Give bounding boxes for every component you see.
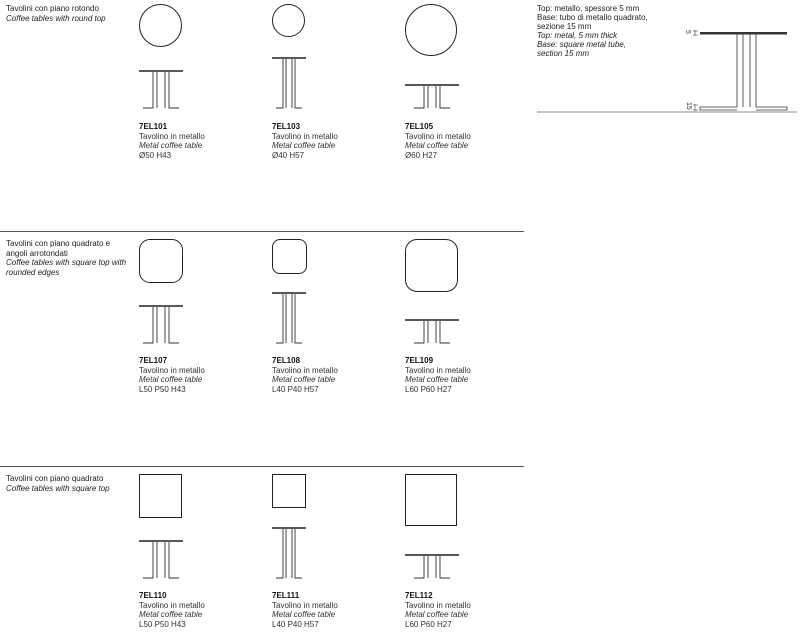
plan-view-square-top bbox=[405, 474, 457, 526]
product-name-en: Metal coffee table bbox=[139, 141, 203, 150]
product-name-en: Metal coffee table bbox=[272, 375, 336, 384]
elevation-view bbox=[272, 527, 306, 580]
elevation-view bbox=[272, 57, 306, 110]
elevation-view bbox=[405, 84, 459, 110]
section-title-it: Tavolini con piano quadrato bbox=[6, 474, 104, 483]
product-dims: Ø40 H57 bbox=[272, 150, 305, 160]
section-title-it: Tavolini con piano rotondo bbox=[6, 4, 99, 13]
product-dims: L60 P60 H27 bbox=[405, 384, 452, 394]
elevation-view bbox=[272, 292, 306, 345]
product-caption bbox=[139, 122, 205, 160]
plan-view-round-top bbox=[139, 4, 182, 47]
product-caption bbox=[272, 122, 338, 160]
product-caption bbox=[272, 356, 338, 394]
spec-base-en-2: section 15 mm bbox=[537, 49, 590, 58]
product-name-it: Tavolino in metallo bbox=[139, 365, 205, 375]
elevation-view bbox=[405, 554, 459, 580]
product-name-it: Tavolino in metallo bbox=[139, 131, 205, 141]
section-divider bbox=[0, 231, 524, 232]
product-name-it: Tavolino in metallo bbox=[272, 131, 338, 141]
product-caption bbox=[405, 356, 471, 394]
product-caption bbox=[139, 356, 205, 394]
product-dims: L60 P60 H27 bbox=[405, 619, 452, 629]
product-code: 7EL112 bbox=[405, 591, 433, 600]
plan-view-rounded-square-top bbox=[272, 239, 307, 274]
product-code: 7EL109 bbox=[405, 356, 434, 365]
product-code: 7EL107 bbox=[139, 356, 168, 365]
product-dims: L40 P40 H57 bbox=[272, 384, 319, 394]
plan-view-round-top bbox=[405, 4, 457, 56]
product-dims: L40 P40 H57 bbox=[272, 619, 319, 629]
dim-base-section: 15 bbox=[685, 102, 692, 110]
plan-view-square-top bbox=[139, 474, 182, 518]
product-name-en: Metal coffee table bbox=[139, 375, 203, 384]
product-dims: L50 P50 H43 bbox=[139, 384, 186, 394]
product-code: 7EL108 bbox=[272, 356, 301, 365]
section-title-en: Coffee tables with square top with rounded edges bbox=[6, 258, 127, 277]
product-dims: Ø50 H43 bbox=[139, 150, 172, 160]
product-code: 7EL103 bbox=[272, 122, 301, 131]
spec-top-it: Top: metallo, spessore 5 mm bbox=[537, 4, 640, 13]
section-divider bbox=[0, 466, 524, 467]
product-code: 7EL110 bbox=[139, 591, 167, 600]
plan-view-rounded-square-top bbox=[405, 239, 458, 292]
product-name-en: Metal coffee table bbox=[405, 375, 469, 384]
elevation-view bbox=[405, 319, 459, 345]
spec-top-en: Top: metal, 5 mm thick bbox=[537, 31, 618, 40]
product-name-en: Metal coffee table bbox=[405, 610, 469, 619]
section-title-it: Tavolini con piano quadrato e angoli arrotondati bbox=[6, 239, 111, 258]
section-title-en: Coffee tables with round top bbox=[6, 13, 106, 23]
spec-base-it: Base: tubo di metallo quadrato, bbox=[537, 13, 648, 22]
section-title-rounded-square bbox=[6, 239, 131, 277]
product-code: 7EL101 bbox=[139, 122, 168, 131]
product-name-it: Tavolino in metallo bbox=[405, 600, 471, 610]
product-name-en: Metal coffee table bbox=[272, 610, 336, 619]
product-name-it: Tavolino in metallo bbox=[405, 365, 471, 375]
product-name-en: Metal coffee table bbox=[272, 141, 336, 150]
product-caption bbox=[405, 122, 471, 160]
product-name-it: Tavolino in metallo bbox=[405, 131, 471, 141]
elevation-view bbox=[139, 305, 183, 345]
product-caption bbox=[139, 591, 205, 629]
product-name-it: Tavolino in metallo bbox=[272, 600, 338, 610]
product-dims: Ø60 H27 bbox=[405, 150, 438, 160]
section-title-en: Coffee tables with square top bbox=[6, 483, 110, 493]
plan-view-round-top bbox=[272, 4, 305, 37]
section-title-square bbox=[6, 474, 110, 493]
spec-base-en: Base: square metal tube, bbox=[537, 40, 626, 49]
product-code: 7EL105 bbox=[405, 122, 434, 131]
product-name-it: Tavolino in metallo bbox=[139, 600, 205, 610]
product-caption bbox=[272, 591, 338, 629]
product-name-it: Tavolino in metallo bbox=[272, 365, 338, 375]
product-dims: L50 P50 H43 bbox=[139, 619, 186, 629]
product-name-en: Metal coffee table bbox=[405, 141, 469, 150]
plan-view-square-top bbox=[272, 474, 306, 508]
product-code: 7EL111 bbox=[272, 591, 300, 600]
product-name-en: Metal coffee table bbox=[139, 610, 203, 619]
section-title-round bbox=[6, 4, 106, 23]
elevation-view bbox=[139, 540, 183, 580]
construction-detail-drawing bbox=[537, 20, 797, 125]
plan-view-rounded-square-top bbox=[139, 239, 183, 283]
spec-base-it-2: sezione 15 mm bbox=[537, 22, 592, 31]
product-caption bbox=[405, 591, 471, 629]
dim-top-thickness: 5 bbox=[684, 30, 691, 34]
elevation-view bbox=[139, 70, 183, 110]
